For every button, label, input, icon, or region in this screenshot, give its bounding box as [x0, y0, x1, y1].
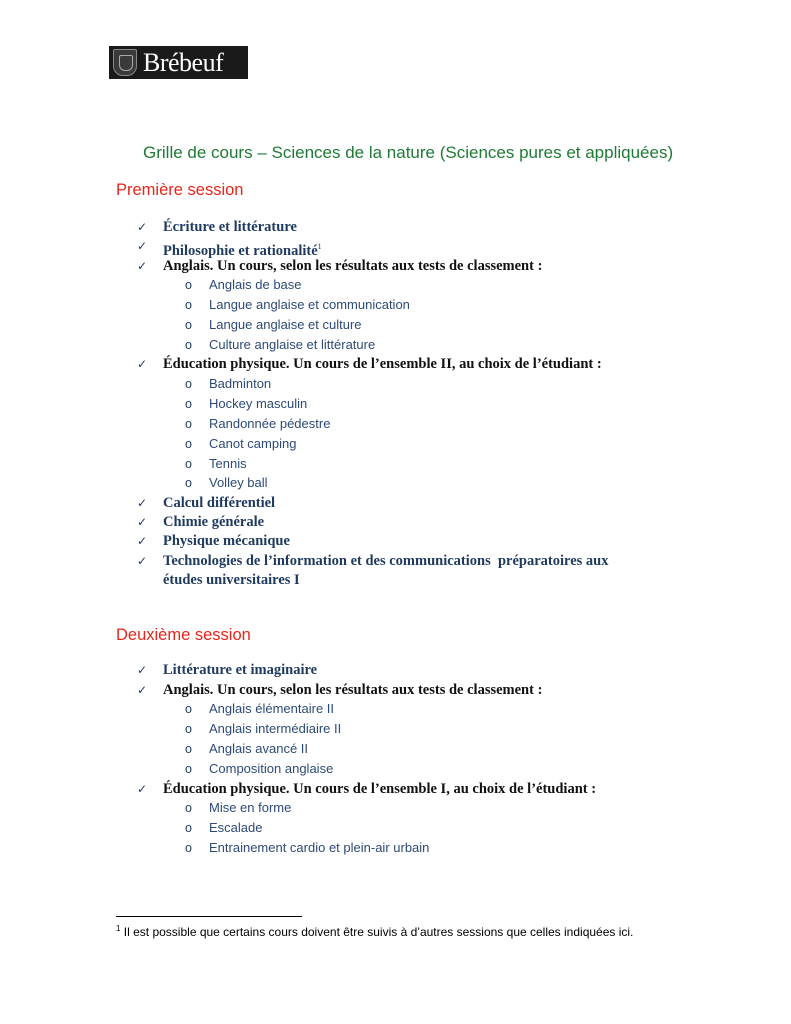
course-label: Chimie générale — [163, 514, 265, 530]
course-label: Anglais. Un cours, selon les résultats aux tests de classement : — [163, 258, 543, 274]
circle-bullet-icon: o — [185, 298, 192, 312]
option-item: o Tennis — [185, 456, 247, 471]
circle-bullet-icon: o — [185, 377, 192, 391]
footnote-separator — [116, 916, 302, 917]
course-item — [137, 257, 542, 276]
option-item: o Entrainement cardio et plein-air urbain — [185, 840, 430, 855]
session-heading-1: Première session — [116, 181, 244, 199]
option-item: o Volley ball — [185, 475, 268, 490]
option-item: o Anglais de base — [185, 277, 302, 292]
course-label: Anglais. Un cours, selon les résultats aux tests de classement : — [163, 682, 543, 698]
check-mark-icon: ✓ — [137, 515, 148, 529]
circle-bullet-icon: o — [185, 702, 192, 716]
footnote — [116, 924, 633, 939]
option-item: o Anglais élémentaire II — [185, 701, 335, 716]
course-item — [137, 661, 317, 680]
course-item — [137, 513, 264, 532]
page-title: Grille de cours – Sciences de la nature (Sciences pures et appliquées) — [143, 143, 674, 162]
option-item: o Langue anglaise et culture — [185, 317, 362, 332]
course-item — [137, 552, 608, 590]
check-mark-icon: ✓ — [137, 259, 148, 273]
course-label: Éducation physique. Un cours de l’ensemble I, au choix de l’étudiant : — [163, 781, 597, 797]
circle-bullet-icon: o — [185, 318, 192, 332]
footnote-text: Il est possible que certains cours doivent être suivis à d’autres sessions que celles indiquées ici. — [120, 925, 634, 939]
course-label: Éducation physique. Un cours de l’ensemble II, au choix de l’étudiant : — [163, 356, 602, 372]
course-item — [137, 218, 297, 237]
course-label: Écriture et littérature — [163, 219, 297, 235]
circle-bullet-icon: o — [185, 457, 192, 471]
crest-icon — [113, 49, 137, 76]
course-label: Technologies de l’information et des communications préparatoires aux études universitaires I — [163, 553, 609, 588]
footnote-ref[interactable]: 1 — [317, 242, 322, 251]
circle-bullet-icon: o — [185, 437, 192, 451]
check-mark-icon: ✓ — [137, 357, 148, 371]
option-item: o Escalade — [185, 820, 263, 835]
circle-bullet-icon: o — [185, 762, 192, 776]
circle-bullet-icon: o — [185, 821, 192, 835]
circle-bullet-icon: o — [185, 278, 192, 292]
check-mark-icon: ✓ — [137, 239, 148, 253]
course-item — [137, 532, 290, 551]
logo-text: Brébeuf — [143, 48, 224, 77]
brebeuf-logo — [109, 46, 248, 79]
course-item — [137, 494, 275, 513]
check-mark-icon: ✓ — [137, 534, 148, 548]
circle-bullet-icon: o — [185, 397, 192, 411]
circle-bullet-icon: o — [185, 476, 192, 490]
circle-bullet-icon: o — [185, 742, 192, 756]
circle-bullet-icon: o — [185, 841, 192, 855]
course-label: Littérature et imaginaire — [163, 662, 318, 678]
option-item: o Randonnée pédestre — [185, 416, 331, 431]
circle-bullet-icon: o — [185, 338, 192, 352]
option-item: o Anglais intermédiaire II — [185, 721, 342, 736]
circle-bullet-icon: o — [185, 801, 192, 815]
footnote-marker: 1 — [116, 924, 121, 933]
option-item: o Anglais avancé II — [185, 741, 309, 756]
course-label: Philosophie et rationalité$^1$ — [163, 242, 322, 259]
course-label: Physique mécanique — [163, 533, 290, 549]
course-item — [137, 681, 542, 700]
check-mark-icon: ✓ — [137, 554, 148, 568]
option-item: o Hockey masculin — [185, 396, 308, 411]
check-mark-icon: ✓ — [137, 782, 148, 796]
check-mark-icon: ✓ — [137, 683, 148, 697]
option-item: o Langue anglaise et communication — [185, 297, 410, 312]
option-item: o Composition anglaise — [185, 761, 334, 776]
session-heading-2: Deuxième session — [116, 626, 251, 644]
check-mark-icon: ✓ — [137, 663, 148, 677]
circle-bullet-icon: o — [185, 722, 192, 736]
course-label: Calcul différentiel — [163, 495, 276, 511]
course-item — [137, 780, 596, 799]
option-item: o Badminton — [185, 376, 272, 391]
check-mark-icon: ✓ — [137, 220, 148, 234]
option-item: o Mise en forme — [185, 800, 292, 815]
circle-bullet-icon: o — [185, 417, 192, 431]
option-item: o Culture anglaise et littérature — [185, 337, 376, 352]
check-mark-icon: ✓ — [137, 496, 148, 510]
option-item: o Canot camping — [185, 436, 297, 451]
course-item — [137, 355, 602, 374]
